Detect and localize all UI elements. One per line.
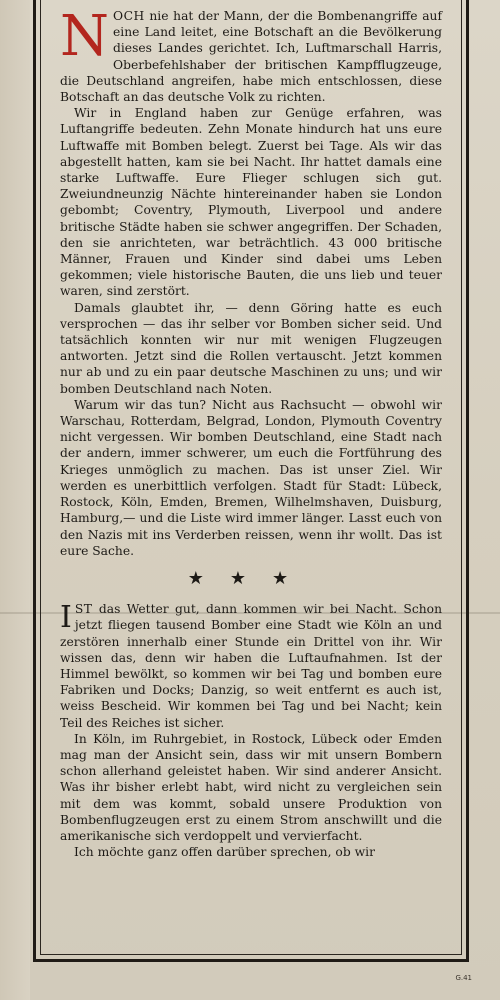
paragraph-4: Warum wir das tun? Nicht aus Rachsucht — obwohl wir Warschau, Rotterdam, Belgrad, London, Plymouth Coventry nicht vergessen. Wir bomben Deutschland, eine Stadt nach der andern, immer schwerer, um euch die Fortführung des Krieges unmöglich zu machen. Das ist unser Ziel. Wir werden es unerbittlich verfolgen. Stadt für Stadt: Lübeck, Rostock, Köln, Emden, Bremen, Wilhelmshaven, Duisburg, Hamburg,— und die Liste wird immer länger. Lasst euch von den Nazis mit ins Verderben reissen, wenn ihr wollt. Das ist eure Sache. [60, 397, 442, 558]
paragraph-1 [60, 4, 442, 105]
paragraph-6: In Köln, im Ruhrgebiet, in Rostock, Lübeck oder Emden mag man der Ansicht sein, dass wir mit unsern Bombern schon allerhand geleistet haben. Wir sind anderer Ansicht. Was ihr bisher erlebt habt, wird nicht zu vergleichen sein mit dem was kommt, sobald unsere Produktion von Bombenflugzeugen erst zu einem Strom anschwillt und die amerikanische sich verdoppelt und vervierfacht. [60, 731, 442, 843]
lead-word-1: OCH [113, 9, 145, 23]
lead-word-2: ST [74, 602, 93, 617]
leaflet-code: G.41 [455, 974, 472, 982]
leaflet-text [60, 4, 442, 860]
drop-cap-i: I [60, 600, 72, 636]
paragraph-2: Wir in England haben zur Genüge erfahren, was Luftangriffe bedeuten. Zehn Monate hindurch hat uns eure Luftwaffe mit Bomben belegt. Zuerst bei Tage. Als wir das abgestellt hatten, kam sie bei Nacht. Ihr hattet damals eine starke Luftwaffe. Eure Flieger schlugen sich gut. Zweiundneunzig Nächte hintereinander haben sie London gebombt; Coventry, Plymouth, Liverpool und andere britische Städte haben sie schwer angegriffen. Der Schaden, den sie anrichteten, war beträchtlich. 43 000 britische Männer, Frauen und Kinder sind dabei ums Leben gekommen; viele historische Bauten, die uns lieb und teuer waren, sind zerstört. [60, 106, 442, 299]
paragraph-3: Damals glaubtet ihr, — denn Göring hatte es euch versprochen — das ihr selber vor Bomben sicher seid. Und tatsächlich konnten wir nur mit wenigen Flugzeugen antworten. Jetzt sind die Rollen vertauscht. Jetzt kommen nur ab und zu ein paar deutsche Maschinen zu uns; und wir bomben Deutschland nach Noten. [60, 300, 442, 396]
paragraph-5-text: das Wetter gut, dann kommen wir bei Nacht. Schon jetzt fliegen tausend Bomber eine Stadt wie Köln an und zerstören innerhalb einer Stunde ein Drittel von ihr. Wir wissen das, denn wir haben die Luftaufnahmen. Ist der Himmel bewölkt, so kommen wir bei Tag und bomben eure Fabriken und Docks; Danzig, so weit entfernt es auch ist, weiss Bescheid. Wir kommen bei Tag und bei Nacht; kein Teil des Reiches ist sicher. [60, 602, 442, 730]
paragraph-5 [60, 601, 442, 731]
drop-cap-n: N [60, 4, 109, 69]
paragraph-1-text: nie hat der Mann, der die Bombenangriffe auf eine Land leitet, eine Botschaft an die Bevölkerung dieses Landes gerichtet. Ich, Luftmarschall Harris, Oberbefehlshaber der britischen Kampfflugzeuge, die Deutschland angreifen, habe mich entschlossen, diese Botschaft an das deutsche Volk zu richten. [60, 9, 442, 105]
section-divider-stars: ★★★ [187, 567, 315, 589]
paper-edge [0, 0, 30, 1000]
paragraph-7: Ich möchte ganz offen darüber sprechen, ob wir [74, 845, 375, 860]
